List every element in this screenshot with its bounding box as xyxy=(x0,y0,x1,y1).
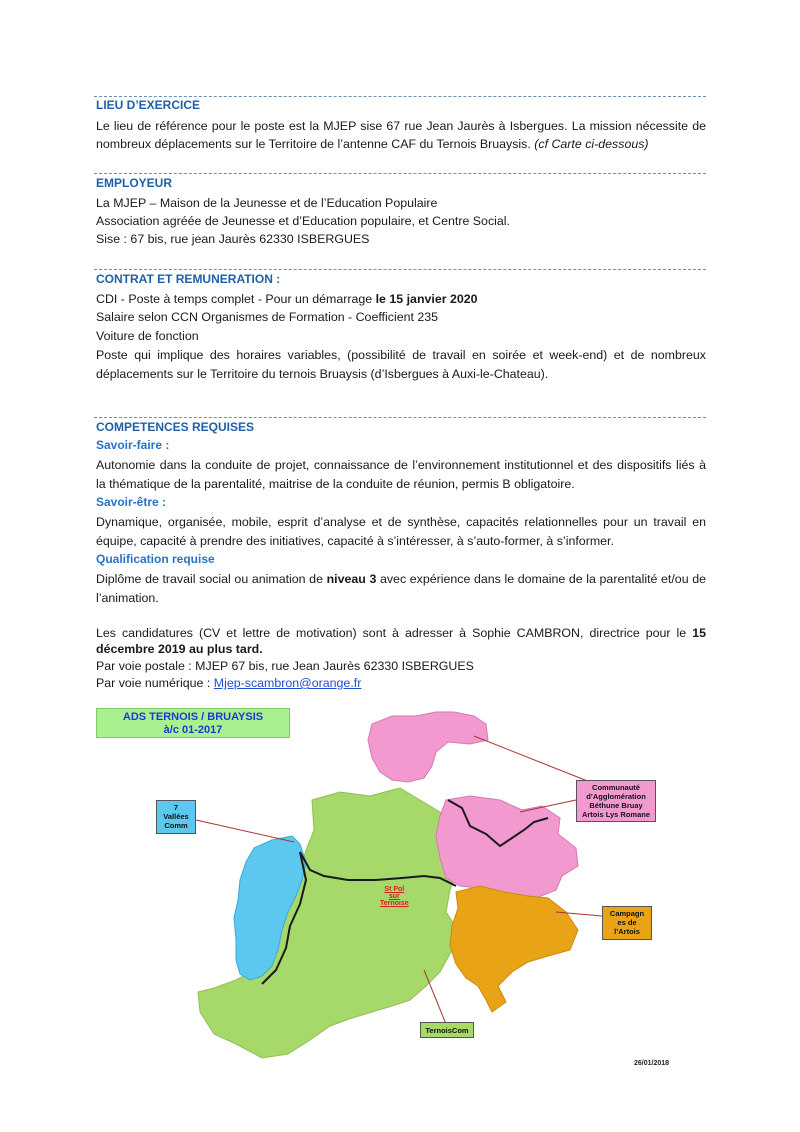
callout-campagnes-artois: Campagn es de l’Artois xyxy=(602,906,652,940)
contrat-line2: Salaire selon CCN Organismes de Formation - Coefficient 235 xyxy=(96,310,439,324)
candidature-line2: décembre 2019 au plus tard. xyxy=(96,642,263,656)
qualification-line1: Diplôme de travail social ou animation de niveau 3 avec expérience dans le domaine de la parentalité et/ou de xyxy=(96,572,706,586)
map-region-bethune-main xyxy=(436,796,578,898)
email-link[interactable]: Mjep-scambron@orange.fr xyxy=(213,676,362,690)
savoir-etre-line2: équipe, capacité à prendre des initiatives, capacité à s’intéresser, à s’auto-former, à s’informer. xyxy=(96,534,614,548)
map-subtitle: à/c 01-2017 xyxy=(163,724,223,736)
section-title-employeur: EMPLOYEUR xyxy=(96,176,173,190)
section-title-competences: COMPETENCES REQUISES xyxy=(96,420,255,434)
qualification-line2: l’animation. xyxy=(96,591,159,605)
callout-ternoiscom: TernoisCom xyxy=(420,1022,474,1038)
lieu-text-line2: nombreux déplacements sur le Territoire de l’antenne CAF du Ternois Bruaysis. (cf Carte ci-dessous) xyxy=(96,137,649,151)
callout-7-vallees: 7 Vallées Comm xyxy=(156,800,196,834)
employeur-line1: La MJEP – Maison de la Jeunesse et de l’Education Populaire xyxy=(96,196,438,210)
leader-line-ca xyxy=(474,736,590,782)
subtitle-qualification: Qualification requise xyxy=(96,552,215,566)
candidature-postal: Par voie postale : MJEP 67 bis, rue Jean Jaurès 62330 ISBERGUES xyxy=(96,659,474,673)
contrat-line3: Voiture de fonction xyxy=(96,329,199,343)
candidature-email-line: Par voie numérique : Mjep-scambron@orange.fr xyxy=(96,676,362,690)
lieu-text-line1: Le lieu de référence pour le poste est la MJEP sise 67 rue Jean Jaurès à Isbergues. La mission nécessite de xyxy=(96,119,706,133)
savoir-faire-line2: la thématique de la parentalité, maitrise de la conduite de réunion, permis B obligatoire. xyxy=(96,477,575,491)
map-center-label: St Pol sur Ternoise xyxy=(380,886,409,907)
contrat-line1: CDI - Poste à temps complet - Pour un démarrage le 15 janvier 2020 xyxy=(96,292,478,306)
employeur-line2: Association agréée de Jeunesse et d’Education populaire, et Centre Social. xyxy=(96,214,510,228)
map-region-campagnes-artois xyxy=(450,886,578,1012)
map-date: 26/01/2018 xyxy=(634,1060,670,1067)
savoir-etre-line1: Dynamique, organisée, mobile, esprit d’analyse et de synthèse, capacités relationnelles pour un travail en xyxy=(96,515,706,529)
savoir-faire-line1: Autonomie dans la conduite de projet, connaissance de l’environnement institutionnel et des dispositifs liés à xyxy=(96,458,706,472)
candidature-line1: Les candidatures (CV et lettre de motivation) sont à adresser à Sophie CAMBRON, directrice pour le 15 xyxy=(96,626,706,640)
section-title-contrat: CONTRAT ET REMUNERATION : xyxy=(96,272,281,286)
subtitle-savoir-faire: Savoir-faire : xyxy=(96,438,170,452)
leader-line-vallees xyxy=(196,820,294,842)
leader-line-ternoiscom xyxy=(424,970,446,1024)
map-title: ADS TERNOIS / BRUAYSIS xyxy=(122,711,264,723)
subtitle-savoir-etre: Savoir-être : xyxy=(96,495,167,509)
map-region-bethune-north xyxy=(368,712,488,782)
callout-ca-bethune: Communauté d’Agglomération Béthune Bruay Artois Lys Romane xyxy=(576,780,656,822)
contrat-line4: Poste qui implique des horaires variables, (possibilité de travail en soirée et week-end) et de nombreux xyxy=(96,348,706,362)
section-title-lieu: LIEU D’EXERCICE xyxy=(96,98,201,112)
contrat-line5: déplacements sur le Territoire du ternois Bruaysis (d’Isbergues à Auxi-le-Chateau). xyxy=(96,367,549,381)
employeur-line3: Sise : 67 bis, rue jean Jaurès 62330 ISBERGUES xyxy=(96,232,370,246)
